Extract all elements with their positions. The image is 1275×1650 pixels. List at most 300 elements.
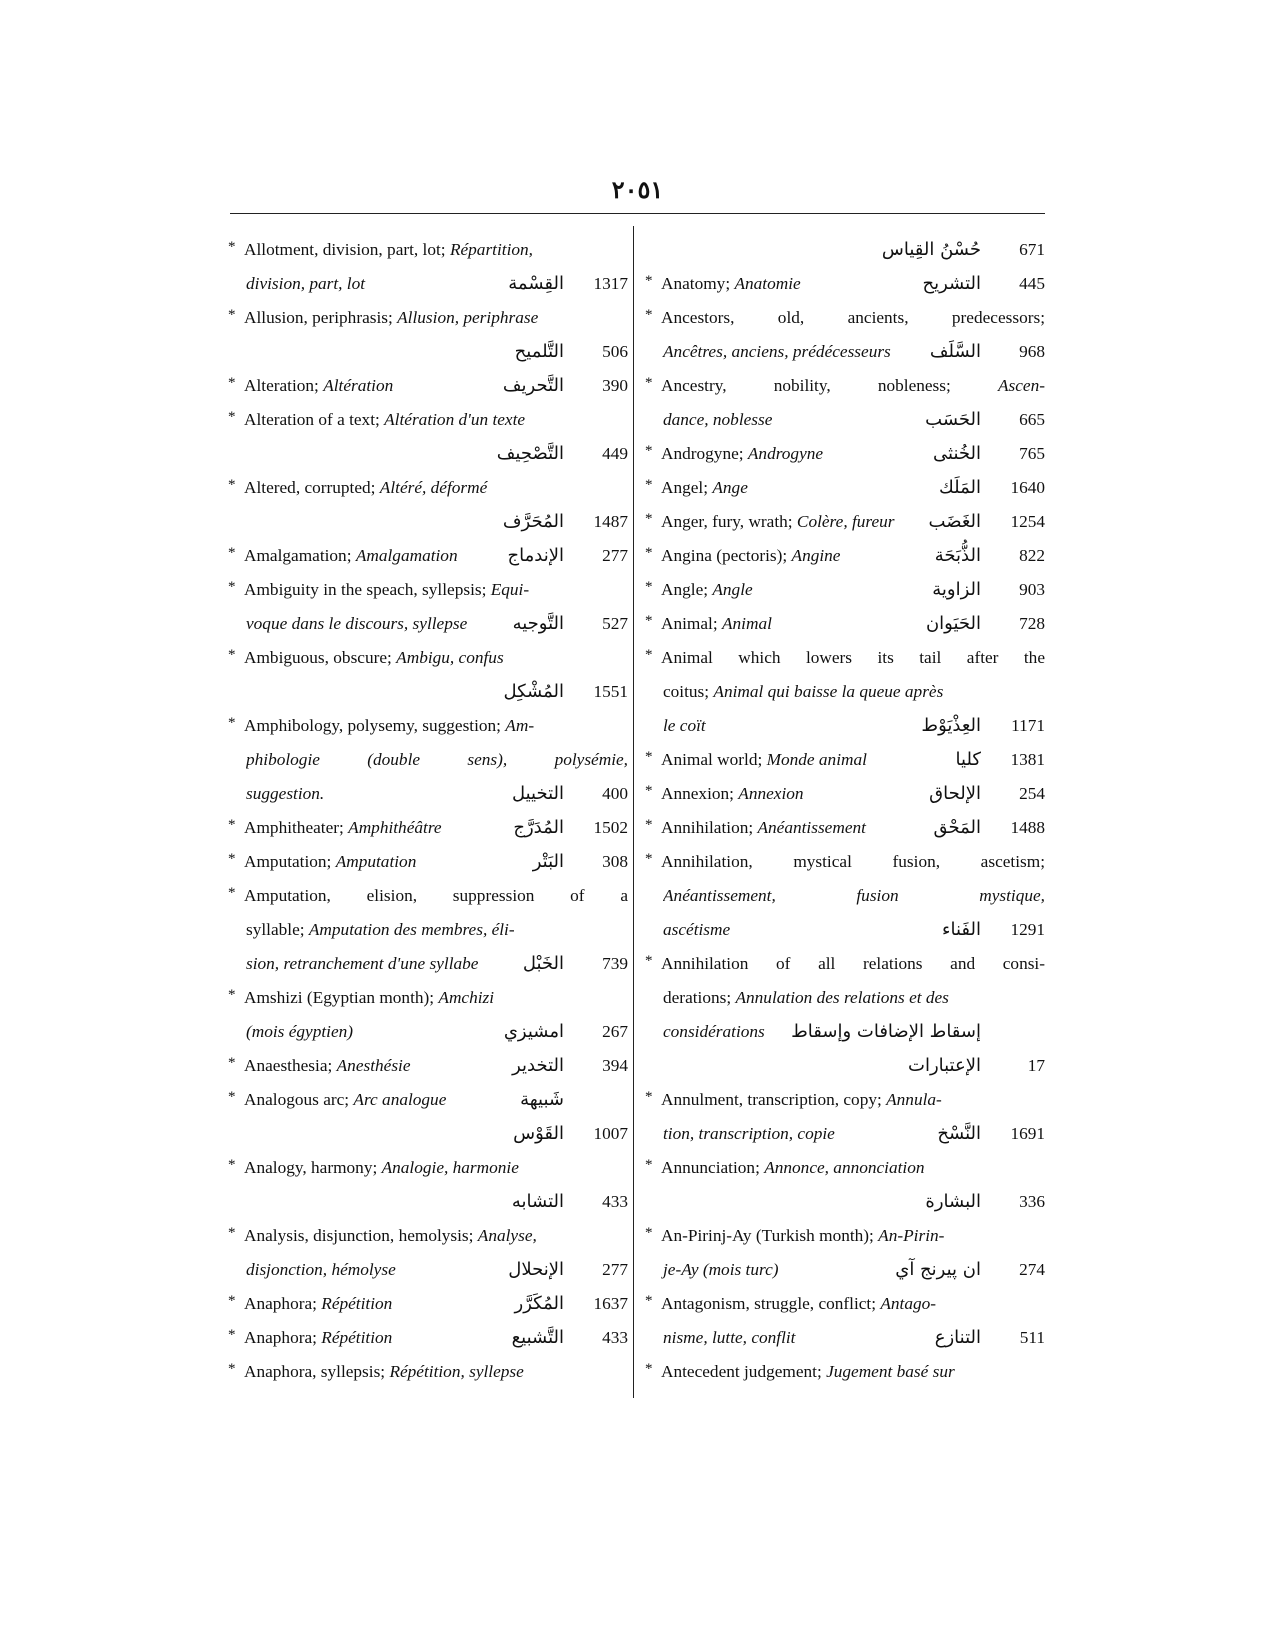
- right-column: [645, 226, 1045, 1406]
- entry-line: [645, 576, 1045, 604]
- entry-page-number: 665: [1019, 410, 1045, 429]
- french-term: Jugement basé sur: [826, 1362, 955, 1381]
- entry-bullet: *: [228, 1055, 236, 1071]
- entry-term: [661, 950, 1045, 978]
- entry-page-number: 1317: [593, 274, 628, 293]
- english-term: Ambiguous, obscure;: [244, 648, 397, 667]
- arabic-term: المُشْكِل: [503, 681, 564, 702]
- entry-bullet: *: [645, 1293, 653, 1309]
- entry-page-number: 267: [602, 1022, 628, 1041]
- entry-term: [661, 440, 895, 468]
- entry-page-number: 17: [1027, 1056, 1045, 1075]
- entry-term: [246, 780, 478, 808]
- english-term: Anger, fury, wrath;: [661, 512, 797, 531]
- entry-term: [661, 848, 1045, 876]
- french-term: (mois égyptien): [246, 1022, 354, 1041]
- arabic-term: التَّصْحِيف: [496, 443, 564, 464]
- entry-line: [645, 440, 1045, 468]
- entry-term: [244, 712, 628, 740]
- entry-bullet: *: [228, 817, 236, 833]
- entry-term: [661, 1290, 1045, 1318]
- entry-line: [228, 644, 628, 672]
- entry-bullet: *: [228, 545, 236, 561]
- english-term: Animal;: [661, 614, 722, 633]
- entry-term: [663, 678, 1045, 706]
- entry-line: [645, 304, 1045, 332]
- entry-line: [228, 678, 628, 706]
- arabic-term: الحَسَب: [925, 409, 981, 430]
- entry-line: [228, 372, 628, 400]
- arabic-term: حُسْنُ القِياس: [881, 239, 981, 260]
- french-term: je-Ay (mois turc): [663, 1260, 779, 1279]
- entry-line: [645, 610, 1045, 638]
- entry-term: [244, 1222, 628, 1250]
- entry-term: [663, 1256, 895, 1284]
- entry-term: [244, 644, 628, 672]
- entry-term: [244, 984, 628, 1012]
- entry-line: [228, 1256, 628, 1284]
- entry-term: [246, 746, 628, 774]
- entry-line: [645, 1358, 1045, 1386]
- entry-line: [228, 1120, 628, 1148]
- entry-term: [663, 1120, 915, 1148]
- page-number: ٢٠٥١: [611, 178, 664, 204]
- french-term: Anatomie: [734, 274, 801, 293]
- entry-page-number: 506: [602, 342, 628, 361]
- entry-bullet: *: [645, 1225, 653, 1241]
- entry-line: [645, 984, 1045, 1012]
- entry-page-number: 511: [1019, 1328, 1045, 1347]
- entry-term: [661, 542, 895, 570]
- entry-line: [228, 1188, 628, 1216]
- entry-bullet: *: [645, 511, 653, 527]
- entry-term: [244, 1358, 628, 1386]
- entry-term: [246, 1256, 478, 1284]
- english-term: Altered, corrupted;: [244, 478, 380, 497]
- entry-line: [228, 848, 628, 876]
- arabic-term: البَتْر: [532, 851, 564, 872]
- english-term: Anaphora;: [244, 1294, 322, 1313]
- entry-line: [228, 542, 628, 570]
- entry-line: [645, 270, 1045, 298]
- arabic-term: القِسْمة: [508, 273, 564, 294]
- entry-line: [645, 916, 1045, 944]
- english-term: Amphitheater;: [244, 818, 349, 837]
- arabic-term: التخييل: [511, 783, 564, 804]
- entry-bullet: *: [228, 579, 236, 595]
- french-term: Animal: [721, 614, 772, 633]
- entry-page-number: 822: [1019, 546, 1045, 565]
- entry-term: [244, 1290, 478, 1318]
- entry-page-number: 1637: [593, 1294, 628, 1313]
- arabic-term: البشارة: [925, 1191, 981, 1212]
- entry-page-number: 277: [602, 1260, 628, 1279]
- entry-term: [661, 270, 895, 298]
- entry-line: [228, 712, 628, 740]
- french-term: Annonce, annonciation: [764, 1158, 925, 1177]
- french-term: Altération d'un texte: [384, 410, 526, 429]
- english-term: Amalgamation;: [244, 546, 356, 565]
- entry-term: [663, 338, 915, 366]
- english-term: Analogous arc;: [244, 1090, 354, 1109]
- arabic-term: شَبيهة: [520, 1089, 564, 1110]
- english-term: Ambiguity in the speach, syllepsis;: [244, 580, 491, 599]
- entry-page-number: 394: [602, 1056, 628, 1075]
- arabic-term: الإنحلال: [508, 1259, 564, 1280]
- entry-line: [645, 1290, 1045, 1318]
- entry-line: [228, 814, 628, 842]
- entry-line: [228, 236, 628, 264]
- entry-page-number: 1291: [1010, 920, 1045, 939]
- entry-term: [244, 406, 628, 434]
- entry-bullet: *: [645, 613, 653, 629]
- entry-term: [661, 576, 895, 604]
- entry-line: [228, 1290, 628, 1318]
- english-term: Analysis, disjunction, hemolysis;: [244, 1226, 478, 1245]
- english-term: coitus;: [663, 682, 714, 701]
- entry-term: [663, 1324, 895, 1352]
- arabic-term: الإعتبارات: [908, 1055, 981, 1076]
- entry-bullet: *: [645, 749, 653, 765]
- entry-line: [645, 1256, 1045, 1284]
- arabic-term: القَوْس: [513, 1123, 564, 1144]
- english-term: Anatomy;: [661, 274, 735, 293]
- entry-term: [661, 1358, 1045, 1386]
- french-term: disjonction, hémolyse: [246, 1260, 396, 1279]
- entry-bullet: *: [645, 273, 653, 289]
- english-term: Amshizi (Egyptian month);: [244, 988, 439, 1007]
- entry-term: [663, 984, 1045, 1012]
- entry-line: [228, 508, 628, 536]
- entry-line: [228, 474, 628, 502]
- french-term: Annexion: [738, 784, 804, 803]
- entry-term: [244, 576, 628, 604]
- arabic-term: التخدير: [512, 1055, 564, 1076]
- french-term: tion, transcription, copie: [663, 1124, 835, 1143]
- french-term: Angine: [791, 546, 841, 565]
- english-term: Angina (pectoris);: [661, 546, 792, 565]
- arabic-term: امشيزي: [503, 1021, 564, 1042]
- french-term: Amputation: [335, 852, 417, 871]
- entry-page-number: 277: [602, 546, 628, 565]
- entry-term: [661, 508, 915, 536]
- entry-page-number: 527: [602, 614, 628, 633]
- entry-bullet: *: [228, 647, 236, 663]
- entry-bullet: *: [645, 1089, 653, 1105]
- entry-term: [661, 814, 895, 842]
- english-term: Alteration;: [244, 376, 324, 395]
- entry-page-number: 336: [1019, 1192, 1045, 1211]
- english-term: Ancestry, nobility, nobleness;: [661, 376, 998, 395]
- french-term: ascétisme: [663, 920, 731, 939]
- entry-page-number: 449: [602, 444, 628, 463]
- entry-term: [244, 542, 498, 570]
- french-term: Répartition,: [449, 240, 533, 259]
- french-term: Angle: [712, 580, 753, 599]
- arabic-term: المَحْق: [933, 817, 981, 838]
- english-term: Allotment, division, part, lot;: [244, 240, 450, 259]
- arabic-term: إسقاط الإضافات وإسقاط: [791, 1021, 981, 1042]
- entry-bullet: *: [645, 953, 653, 969]
- english-term: Antecedent judgement;: [661, 1362, 827, 1381]
- english-term: Annihilation, mystical fusion, ascetism;: [661, 852, 1045, 871]
- entry-bullet: *: [645, 579, 653, 595]
- entry-line: [645, 678, 1045, 706]
- french-term: Répétition: [321, 1328, 393, 1347]
- french-term: Amalgamation: [355, 546, 458, 565]
- entry-bullet: *: [645, 545, 653, 561]
- arabic-term: التَّحريف: [502, 375, 564, 396]
- english-term: Annihilation of all relations and consi-: [661, 954, 1045, 973]
- french-term: Antago-: [880, 1294, 937, 1313]
- french-term: Amputation des membres, éli-: [308, 920, 515, 939]
- entry-term: [661, 1222, 1045, 1250]
- entry-line: [645, 1086, 1045, 1114]
- entry-page-number: 274: [1019, 1260, 1045, 1279]
- entry-line: [645, 372, 1045, 400]
- entry-line: [228, 916, 628, 944]
- entry-bullet: *: [645, 783, 653, 799]
- entry-line: [645, 814, 1045, 842]
- entry-line: [228, 1018, 628, 1046]
- arabic-term: التَّشبيع: [511, 1327, 564, 1348]
- arabic-term: الذُّبَحَة: [934, 545, 981, 566]
- arabic-term: التَّوجيه: [512, 613, 564, 634]
- french-term: Annula-: [886, 1090, 942, 1109]
- entry-bullet: *: [645, 1361, 653, 1377]
- entry-term: [661, 746, 895, 774]
- french-term: Arc analogue: [353, 1090, 447, 1109]
- entry-bullet: *: [228, 375, 236, 391]
- french-term: suggestion.: [246, 784, 325, 803]
- french-term: Annulation des relations et des: [735, 988, 949, 1007]
- french-term: Analogie, harmonie: [381, 1158, 519, 1177]
- french-term: dance, noblesse: [663, 410, 773, 429]
- french-term: voque dans le discours, sylleps​e: [246, 614, 468, 633]
- entry-line: [645, 1324, 1045, 1352]
- english-term: Androgyne;: [661, 444, 748, 463]
- entry-bullet: *: [645, 817, 653, 833]
- arabic-term: المُدَرَّج: [513, 817, 564, 838]
- french-term: Equi-: [490, 580, 530, 599]
- entry-bullet: *: [228, 885, 236, 901]
- entry-page-number: 254: [1019, 784, 1045, 803]
- arabic-term: الخَبْل: [522, 953, 564, 974]
- entry-bullet: *: [228, 851, 236, 867]
- arabic-term: التشابه: [511, 1191, 564, 1212]
- arabic-term: كليا: [955, 749, 981, 770]
- entry-line: [228, 576, 628, 604]
- entry-bullet: *: [228, 1225, 236, 1241]
- arabic-term: الخُنثى: [933, 443, 981, 464]
- arabic-term: ان پیرنج آي: [895, 1259, 981, 1280]
- entry-term: [246, 1018, 478, 1046]
- entry-page-number: 968: [1019, 342, 1045, 361]
- entry-bullet: *: [228, 239, 236, 255]
- french-term: Ancêtres, anciens, prédécesseurs: [663, 342, 891, 361]
- entry-term: [244, 814, 498, 842]
- entry-line: [228, 1086, 628, 1114]
- english-term: Angel;: [661, 478, 713, 497]
- entry-line: [228, 1154, 628, 1182]
- entry-line: [228, 1358, 628, 1386]
- entry-term: [244, 372, 478, 400]
- entry-line: [645, 1188, 1045, 1216]
- arabic-term: الغَضَب: [928, 511, 981, 532]
- arabic-term: الحَيَوان: [925, 613, 981, 634]
- entry-page-number: 728: [1019, 614, 1045, 633]
- entry-line: [228, 950, 628, 978]
- french-term: Altéré, déformé: [379, 478, 488, 497]
- english-term: syllable;: [246, 920, 309, 939]
- entry-page-number: 671: [1019, 240, 1045, 259]
- entry-page-number: 1691: [1010, 1124, 1045, 1143]
- entry-line: [645, 508, 1045, 536]
- entry-page-number: 739: [602, 954, 628, 973]
- entry-term: [246, 270, 478, 298]
- entry-line: [228, 780, 628, 808]
- entry-bullet: *: [228, 1089, 236, 1105]
- entry-page-number: 1171: [1011, 716, 1045, 735]
- french-term: Monde animal: [766, 750, 867, 769]
- entry-line: [645, 950, 1045, 978]
- french-term: Anéantissement: [757, 818, 866, 837]
- arabic-term: الفَناء: [942, 919, 981, 940]
- arabic-term: العِذْيَوْط: [921, 715, 981, 736]
- entry-page-number: 400: [602, 784, 628, 803]
- entry-bullet: *: [645, 851, 653, 867]
- english-term: Antagonism, struggle, conflict;: [661, 1294, 881, 1313]
- french-term: Colère, fureur: [796, 512, 895, 531]
- entry-line: [228, 1052, 628, 1080]
- french-term: Altération: [323, 376, 394, 395]
- entry-line: [228, 746, 628, 774]
- entry-term: [661, 610, 895, 638]
- entry-line: [228, 304, 628, 332]
- arabic-term: التشريح: [922, 273, 981, 294]
- entry-term: [663, 406, 895, 434]
- column-divider: [633, 226, 634, 1398]
- entry-term: [244, 882, 628, 910]
- entry-bullet: *: [228, 1361, 236, 1377]
- entry-bullet: *: [645, 1157, 653, 1173]
- english-term: Annihilation;: [661, 818, 758, 837]
- entry-term: [244, 1324, 478, 1352]
- entry-bullet: *: [228, 1327, 236, 1343]
- entry-line: [645, 780, 1045, 808]
- entry-page-number: 903: [1019, 580, 1045, 599]
- entry-bullet: *: [228, 477, 236, 493]
- entry-line: [645, 712, 1045, 740]
- entry-term: [244, 474, 628, 502]
- entry-line: [228, 882, 628, 910]
- french-term: Anéantissement, fusion mystique,: [663, 886, 1045, 905]
- english-term: Anaphora;: [244, 1328, 322, 1347]
- entry-page-number: 390: [602, 376, 628, 395]
- french-term: considérations: [663, 1022, 765, 1041]
- arabic-term: الزاوية: [932, 579, 981, 600]
- entry-line: [645, 882, 1045, 910]
- entry-term: [246, 916, 628, 944]
- entry-page-number: 765: [1019, 444, 1045, 463]
- entry-bullet: *: [228, 307, 236, 323]
- entry-line: [645, 542, 1045, 570]
- entry-term: [661, 1086, 1045, 1114]
- french-term: phibologie (double sens), polysémie,: [246, 750, 628, 769]
- entry-term: [244, 304, 628, 332]
- french-term: Animal qui baisse la queue après: [713, 682, 944, 701]
- entry-line: [645, 1018, 1045, 1046]
- entry-page-number: 1254: [1010, 512, 1045, 531]
- french-term: sion, retranchement d'une syllabe: [246, 954, 479, 973]
- entry-line: [228, 1324, 628, 1352]
- entry-page-number: 1502: [593, 818, 628, 837]
- entry-term: [244, 1086, 498, 1114]
- entry-line: [645, 474, 1045, 502]
- entry-page-number: 1487: [593, 512, 628, 531]
- english-term: Annulment, transcription, copy;: [661, 1090, 887, 1109]
- entry-line: [645, 644, 1045, 672]
- entry-line: [645, 338, 1045, 366]
- entry-line: [645, 406, 1045, 434]
- english-term: Amphibology, polysemy, suggestion;: [244, 716, 506, 735]
- entry-term: [661, 304, 1045, 332]
- entry-line: [645, 236, 1045, 264]
- arabic-term: الإلحاق: [929, 783, 981, 804]
- entry-line: [228, 1222, 628, 1250]
- entry-line: [228, 610, 628, 638]
- entry-page-number: 1381: [1010, 750, 1045, 769]
- english-term: Allusion, periphrasis;: [244, 308, 398, 327]
- french-term: nisme, lutte, conflit: [663, 1328, 796, 1347]
- entry-bullet: *: [228, 1157, 236, 1173]
- english-term: Annexion;: [661, 784, 739, 803]
- french-term: Ambigu, confus: [396, 648, 504, 667]
- entry-term: [663, 712, 895, 740]
- french-term: Analyse,: [477, 1226, 537, 1245]
- entry-line: [228, 440, 628, 468]
- french-term: Amphithéâtre: [348, 818, 442, 837]
- english-term: Annunciation;: [661, 1158, 765, 1177]
- french-term: division, part, lot: [246, 274, 366, 293]
- entry-page-number: 433: [602, 1328, 628, 1347]
- entry-page-number: 1640: [1010, 478, 1045, 497]
- entry-term: [663, 916, 895, 944]
- entry-term: [244, 848, 498, 876]
- entry-term: [663, 882, 1045, 910]
- french-term: Anesthésie: [336, 1056, 411, 1075]
- entry-term: [244, 236, 628, 264]
- entry-term: [246, 610, 498, 638]
- english-term: Ancestors, old, ancients, predecessors;: [661, 308, 1045, 327]
- english-term: Animal which lowers its tail after the: [661, 648, 1045, 667]
- english-term: derations;: [663, 988, 736, 1007]
- entry-term: [661, 474, 895, 502]
- french-term: Répétition, syllepse: [389, 1362, 524, 1381]
- french-term: le coït: [663, 716, 706, 735]
- arabic-term: السَّلَف: [929, 341, 981, 362]
- entry-line: [228, 406, 628, 434]
- entry-bullet: *: [228, 987, 236, 1003]
- english-term: Angle;: [661, 580, 713, 599]
- entry-line: [645, 848, 1045, 876]
- english-term: Alteration of a text;: [244, 410, 385, 429]
- entry-term: [661, 1154, 1045, 1182]
- english-term: Amputation;: [244, 852, 336, 871]
- entry-bullet: *: [228, 409, 236, 425]
- french-term: Androgyne: [747, 444, 824, 463]
- entry-line: [228, 984, 628, 1012]
